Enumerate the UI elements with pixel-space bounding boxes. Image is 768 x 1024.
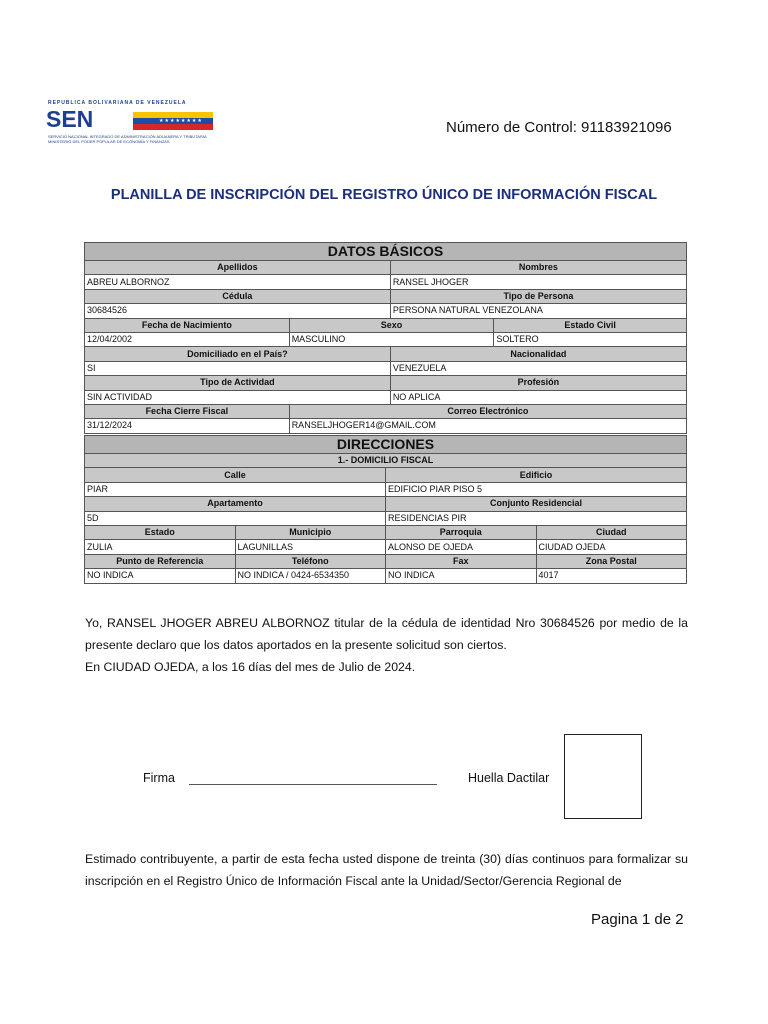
- declaration-statement: Yo, RANSEL JHOGER ABREU ALBORNOZ titular de la cédula de identidad Nro 30684526 por medio de la presente declaro que los datos aportados en la presente solicitud son ciertos.: [85, 616, 688, 652]
- label-domiciliado: Domiciliado en el País?: [85, 347, 391, 361]
- firma-label: Firma: [143, 771, 175, 785]
- page-number: Pagina 1 de 2: [591, 911, 684, 928]
- logo-wordmark: SEN: [46, 106, 94, 132]
- logo-subtitle: SERVICIO NACIONAL INTEGRADO DE ADMINISTRACIÓN ADUANERA Y TRIBUTARIA MINISTERIO DEL PODER POPULAR DE ECONOMÍA Y FINANZAS: [48, 134, 207, 144]
- signature-line: [189, 784, 437, 785]
- label-ciudad: Ciudad: [536, 525, 687, 539]
- label-conjunto: Conjunto Residencial: [386, 497, 687, 511]
- value-cedula: 30684526: [85, 304, 391, 318]
- value-apellidos: ABREU ALBORNOZ: [85, 275, 391, 289]
- subsection-domicilio-fiscal: 1.- DOMICILIO FISCAL: [85, 454, 687, 468]
- label-fecha-nacimiento: Fecha de Nacimiento: [85, 318, 290, 332]
- section-direcciones: DIRECCIONES: [85, 436, 687, 454]
- label-municipio: Municipio: [235, 525, 386, 539]
- label-edificio: Edificio: [386, 468, 687, 482]
- label-sexo: Sexo: [289, 318, 494, 332]
- label-punto-referencia: Punto de Referencia: [85, 554, 236, 568]
- value-conjunto: RESIDENCIAS PIR: [386, 511, 687, 525]
- venezuela-flag-icon: [133, 112, 213, 130]
- label-calle: Calle: [85, 468, 386, 482]
- value-nombres: RANSEL JHOGER: [390, 275, 686, 289]
- label-profesion: Profesión: [390, 376, 686, 390]
- label-parroquia: Parroquia: [386, 525, 537, 539]
- label-nacionalidad: Nacionalidad: [390, 347, 686, 361]
- label-estado: Estado: [85, 525, 236, 539]
- control-number: Número de Control: 91183921096: [446, 119, 672, 136]
- taxpayer-notice: Estimado contribuyente, a partir de esta fecha usted dispone de treinta (30) días continuos para formalizar su inscripción en el Registro Único de Información Fiscal ante la Unidad/Sector/Gerencia Regional de: [85, 852, 688, 888]
- value-calle: PIAR: [85, 482, 386, 496]
- huella-label: Huella Dactilar: [468, 771, 550, 785]
- label-correo: Correo Electrónico: [289, 404, 686, 418]
- label-apartamento: Apartamento: [85, 497, 386, 511]
- value-domiciliado: SI: [85, 361, 391, 375]
- value-parroquia: ALONSO DE OJEDA: [386, 540, 537, 554]
- value-correo: RANSELJHOGER14@GMAIL.COM: [289, 419, 686, 433]
- label-telefono: Teléfono: [235, 554, 386, 568]
- value-fecha-cierre: 31/12/2024: [85, 419, 290, 433]
- label-zona-postal: Zona Postal: [536, 554, 687, 568]
- seniat-logo: [46, 100, 216, 148]
- value-edificio: EDIFICIO PIAR PISO 5: [386, 482, 687, 496]
- value-apartamento: 5D: [85, 511, 386, 525]
- value-nacionalidad: VENEZUELA: [390, 361, 686, 375]
- declaration-place-date: En CIUDAD OJEDA, a los 16 días del mes de Julio de 2024.: [85, 660, 416, 674]
- document-title: PLANILLA DE INSCRIPCIÓN DEL REGISTRO ÚNICO DE INFORMACIÓN FISCAL: [110, 187, 658, 203]
- value-fecha-nacimiento: 12/04/2002: [85, 332, 290, 346]
- value-estado: ZULIA: [85, 540, 236, 554]
- value-tipo-persona: PERSONA NATURAL VENEZOLANA: [390, 304, 686, 318]
- value-fax: NO INDICA: [386, 569, 537, 583]
- value-zona-postal: 4017: [536, 569, 687, 583]
- value-punto-referencia: NO INDICA: [85, 569, 236, 583]
- value-telefono: NO INDICA / 0424-6534350: [235, 569, 386, 583]
- value-profesion: NO APLICA: [390, 390, 686, 404]
- label-fax: Fax: [386, 554, 537, 568]
- value-tipo-actividad: SIN ACTIVIDAD: [85, 390, 391, 404]
- section-datos-basicos: DATOS BÁSICOS: [85, 243, 687, 261]
- label-estado-civil: Estado Civil: [494, 318, 687, 332]
- label-apellidos: Apellidos: [85, 261, 391, 275]
- flag-stars: ★★★★★★★★: [159, 118, 203, 124]
- logo-republic-text: REPUBLICA BOLIVARIANA DE VENEZUELA: [48, 100, 187, 106]
- label-nombres: Nombres: [390, 261, 686, 275]
- declaration: [85, 612, 688, 678]
- label-tipo-actividad: Tipo de Actividad: [85, 376, 391, 390]
- value-sexo: MASCULINO: [289, 332, 494, 346]
- label-fecha-cierre: Fecha Cierre Fiscal: [85, 404, 290, 418]
- label-tipo-persona: Tipo de Persona: [390, 289, 686, 303]
- label-cedula: Cédula: [85, 289, 391, 303]
- direcciones-table: [84, 435, 687, 584]
- fingerprint-box: [564, 734, 642, 819]
- value-estado-civil: SOLTERO: [494, 332, 687, 346]
- datos-basicos-table: [84, 242, 687, 434]
- value-municipio: LAGUNILLAS: [235, 540, 386, 554]
- value-ciudad: CIUDAD OJEDA: [536, 540, 687, 554]
